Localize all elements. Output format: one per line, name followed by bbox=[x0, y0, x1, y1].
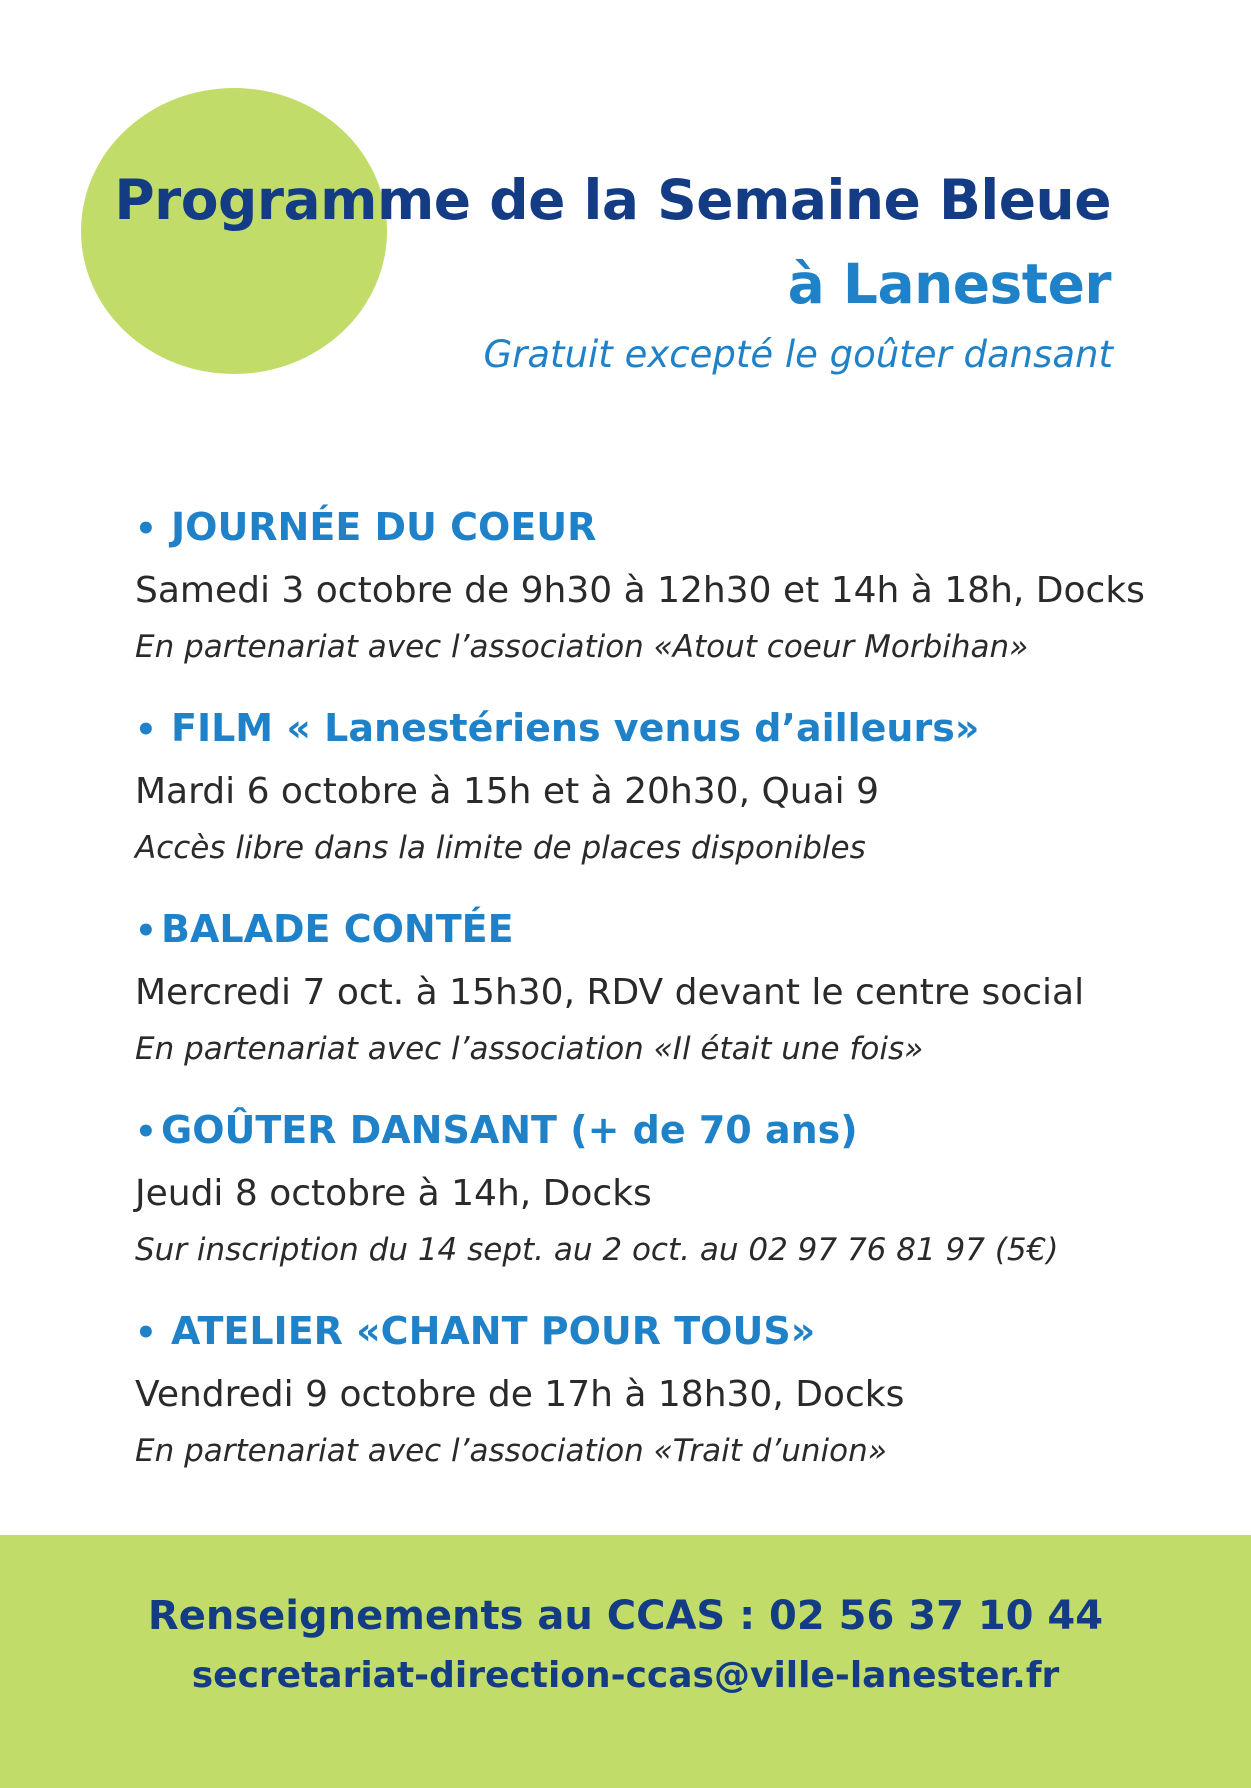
event-title bbox=[135, 1108, 1215, 1166]
event-item bbox=[135, 1108, 1215, 1309]
event-item bbox=[135, 1309, 1215, 1510]
bullet-icon: • bbox=[135, 1313, 157, 1353]
contact-email: secretariat-direction-ccas@ville-lanester.fr bbox=[191, 1655, 1060, 1696]
events-list bbox=[135, 505, 1215, 1510]
event-title-text: BALADE CONTÉE bbox=[161, 907, 514, 951]
event-item bbox=[135, 706, 1215, 907]
event-note: En partenariat avec l’association «Trait d’union» bbox=[135, 1433, 887, 1469]
event-item bbox=[135, 907, 1215, 1108]
event-item bbox=[135, 505, 1215, 706]
event-note: En partenariat avec l’association «Il était une fois» bbox=[135, 1031, 924, 1067]
contact-phone: Renseignements au CCAS : 02 56 37 10 44 bbox=[147, 1593, 1104, 1639]
event-date: Mardi 6 octobre à 15h et à 20h30, Quai 9 bbox=[135, 771, 880, 812]
tagline: Gratuit excepté le goûter dansant bbox=[483, 333, 1113, 376]
event-title bbox=[135, 706, 1215, 764]
event-title bbox=[135, 505, 1215, 563]
event-title-text: ATELIER «CHANT POUR TOUS» bbox=[171, 1309, 816, 1353]
bullet-icon: • bbox=[135, 710, 157, 750]
event-title bbox=[135, 907, 1215, 965]
page-subtitle: à Lanester bbox=[787, 252, 1111, 316]
event-date: Mercredi 7 oct. à 15h30, RDV devant le centre social bbox=[135, 972, 1085, 1013]
event-title-text: JOURNÉE DU COEUR bbox=[171, 505, 597, 549]
event-note: Accès libre dans la limite de places disponibles bbox=[135, 830, 866, 866]
page-title: Programme de la Semaine Bleue bbox=[114, 168, 1111, 232]
event-title-text: FILM « Lanestériens venus d’ailleurs» bbox=[171, 706, 980, 750]
event-date: Jeudi 8 octobre à 14h, Docks bbox=[135, 1173, 652, 1214]
bullet-icon: • bbox=[135, 509, 157, 549]
event-note: En partenariat avec l’association «Atout coeur Morbihan» bbox=[135, 629, 1029, 665]
event-title bbox=[135, 1309, 1215, 1367]
event-title-text: GOÛTER DANSANT (+ de 70 ans) bbox=[161, 1108, 858, 1152]
event-date: Vendredi 9 octobre de 17h à 18h30, Docks bbox=[135, 1374, 905, 1415]
bullet-icon: • bbox=[135, 1112, 157, 1152]
event-date: Samedi 3 octobre de 9h30 à 12h30 et 14h à 18h, Docks bbox=[135, 570, 1145, 611]
event-note: Sur inscription du 14 sept. au 2 oct. au 02 97 76 81 97 (5€) bbox=[135, 1232, 1059, 1268]
bullet-icon: • bbox=[135, 911, 157, 951]
footer-banner bbox=[0, 1535, 1251, 1788]
